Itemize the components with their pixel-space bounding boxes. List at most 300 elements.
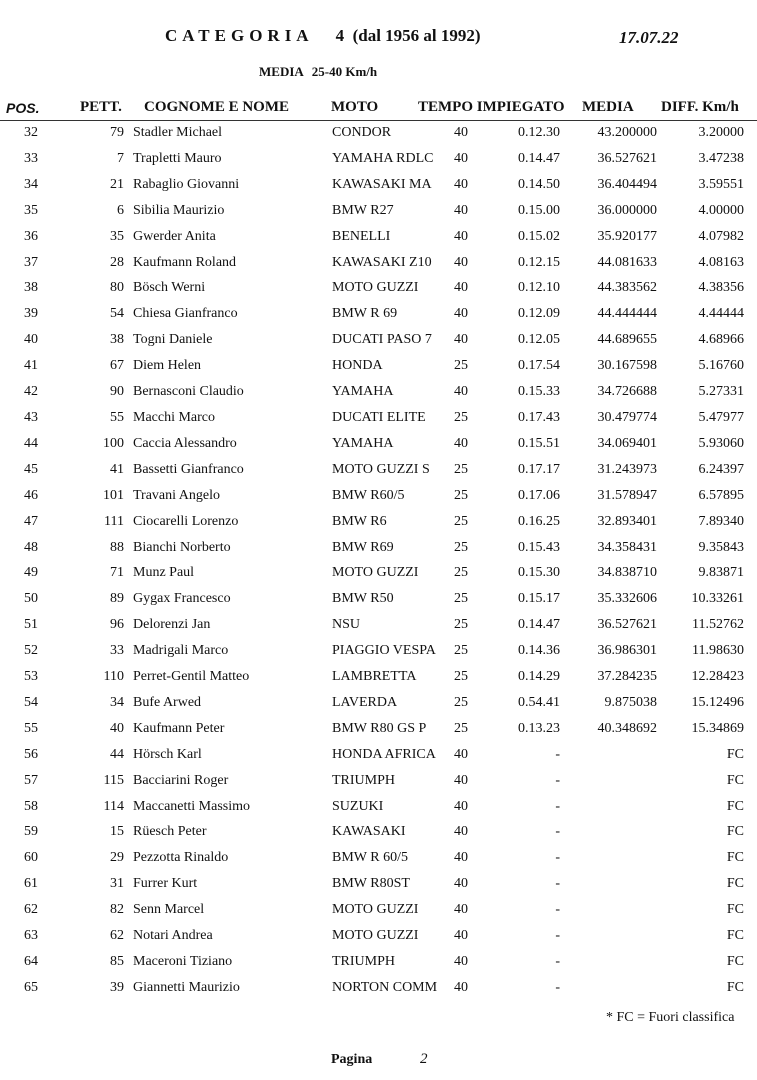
cell-moto: BMW R6: [332, 513, 387, 529]
media-range: [259, 64, 377, 80]
cell-pett: 100: [103, 435, 124, 451]
cell-media: 35.332606: [597, 591, 657, 607]
cell-diff: FC: [726, 850, 744, 866]
cell-diff: 5.16760: [698, 358, 744, 374]
event-date: 17.07.22: [619, 28, 679, 47]
cell-diff: 3.20000: [698, 125, 744, 140]
page-label: Pagina: [331, 1052, 373, 1067]
table-row: [0, 354, 757, 380]
cell-km: 40: [454, 876, 468, 892]
cell-time: -: [555, 746, 560, 762]
cell-media: 36.527621: [597, 617, 657, 633]
cell-moto: BMW R69: [332, 539, 394, 555]
cell-pett: 44: [110, 746, 124, 762]
cell-pett: 111: [104, 513, 124, 529]
cell-name: Bufe Arwed: [133, 694, 202, 710]
cell-pos: 44: [24, 435, 38, 451]
cell-time: 0.15.51: [518, 435, 560, 451]
cell-pos: 39: [24, 306, 38, 322]
cell-pett: 35: [110, 228, 124, 244]
cell-km: 40: [454, 125, 468, 140]
media-value: 25-40 Km/h: [311, 64, 378, 79]
cell-name: Ciocarelli Lorenzo: [133, 513, 239, 529]
cell-diff: 4.38356: [698, 280, 744, 296]
cell-pos: 34: [24, 176, 38, 192]
cell-media: 36.000000: [597, 202, 657, 218]
cell-pos: 41: [24, 358, 38, 374]
table-row: [0, 121, 757, 147]
table-row: [0, 225, 757, 251]
table-row: [0, 536, 757, 562]
category-word: CATEGORIA: [165, 26, 314, 45]
media-label: MEDIA: [259, 64, 304, 79]
cell-km: 25: [454, 487, 468, 503]
cell-moto: MOTO GUZZI S: [332, 461, 430, 477]
cell-pett: 85: [110, 954, 124, 969]
cell-pett: 110: [103, 669, 124, 685]
cell-name: Rüesch Peter: [133, 824, 207, 840]
cell-pos: 60: [24, 850, 38, 866]
cell-pett: 80: [110, 280, 124, 296]
cell-diff: 12.28423: [691, 669, 744, 685]
cell-name: Bianchi Norberto: [133, 539, 231, 555]
results-table: [0, 121, 757, 1002]
cell-km: 25: [454, 669, 468, 685]
header-moto: MOTO: [331, 99, 379, 115]
cell-diff: FC: [726, 746, 744, 762]
cell-diff: 11.98630: [692, 643, 744, 659]
cell-pos: 48: [24, 539, 38, 555]
cell-km: 40: [454, 954, 468, 969]
cell-km: 40: [454, 332, 468, 348]
cell-pos: 35: [24, 202, 38, 218]
cell-moto: KAWASAKI: [332, 824, 406, 840]
cell-diff: 9.35843: [698, 539, 744, 555]
cell-diff: 6.24397: [698, 461, 744, 477]
cell-time: -: [555, 979, 560, 995]
cell-name: Bernasconi Claudio: [133, 384, 244, 400]
cell-pett: 115: [103, 772, 124, 788]
table-row: [0, 924, 757, 950]
cell-media: 34.838710: [597, 565, 657, 581]
table-row: [0, 769, 757, 795]
cell-pos: 33: [24, 150, 38, 166]
cell-moto: MOTO GUZZI: [332, 565, 419, 581]
cell-moto: HONDA AFRICA: [332, 746, 436, 762]
cell-diff: FC: [726, 979, 744, 995]
cell-pos: 53: [24, 669, 38, 685]
cell-moto: CONDOR: [332, 125, 392, 140]
cell-km: 25: [454, 617, 468, 633]
cell-time: 0.15.00: [518, 202, 560, 218]
cell-pett: 67: [110, 358, 124, 374]
cell-time: -: [555, 928, 560, 944]
cell-name: Caccia Alessandro: [133, 435, 237, 451]
header-tempo: TEMPO IMPIEGATO: [418, 99, 565, 115]
cell-pett: 82: [110, 902, 124, 918]
cell-moto: HONDA: [332, 358, 383, 374]
cell-media: 36.404494: [597, 176, 657, 192]
cell-media: 43.200000: [597, 125, 657, 140]
cell-name: Bacciarini Roger: [133, 772, 229, 788]
cell-km: 40: [454, 902, 468, 918]
category-range: 4 (dal 1956 al 1992): [335, 26, 481, 45]
cell-pett: 7: [117, 150, 124, 166]
cell-diff: 11.52762: [692, 617, 744, 633]
cell-moto: BMW R80ST: [332, 876, 410, 892]
cell-time: 0.12.05: [518, 332, 560, 348]
table-row: [0, 199, 757, 225]
cell-moto: SUZUKI: [332, 798, 384, 814]
cell-media: 36.527621: [597, 150, 657, 166]
cell-diff: 4.08163: [698, 254, 744, 270]
cell-diff: FC: [726, 824, 744, 840]
cell-time: 0.15.02: [518, 228, 560, 244]
cell-moto: YAMAHA: [332, 435, 394, 451]
cell-pos: 52: [24, 643, 38, 659]
cell-km: 40: [454, 746, 468, 762]
cell-time: 0.54.41: [518, 694, 560, 710]
cell-km: 40: [454, 384, 468, 400]
cell-moto: MOTO GUZZI: [332, 928, 419, 944]
cell-name: Chiesa Gianfranco: [133, 306, 238, 322]
cell-pos: 49: [24, 565, 38, 581]
cell-name: Bösch Werni: [133, 280, 206, 296]
cell-diff: FC: [726, 876, 744, 892]
cell-pos: 57: [24, 772, 38, 788]
cell-moto: DUCATI PASO 7: [332, 332, 432, 348]
cell-time: 0.17.06: [518, 487, 560, 503]
cell-km: 25: [454, 565, 468, 581]
cell-moto: BMW R60/5: [332, 487, 405, 503]
cell-km: 25: [454, 720, 468, 736]
cell-moto: LAMBRETTA: [332, 669, 417, 685]
header-pos: POS.: [6, 100, 40, 116]
cell-time: 0.15.17: [518, 591, 560, 607]
cell-pett: 54: [110, 306, 124, 322]
cell-km: 40: [454, 928, 468, 944]
cell-name: Munz Paul: [133, 565, 195, 581]
cell-time: 0.12.30: [518, 125, 560, 140]
cell-diff: 9.83871: [698, 565, 744, 581]
cell-media: 30.167598: [597, 358, 657, 374]
cell-time: -: [555, 876, 560, 892]
cell-name: Maccanetti Massimo: [133, 798, 251, 814]
cell-pett: 21: [110, 176, 124, 192]
cell-time: -: [555, 850, 560, 866]
cell-pos: 65: [24, 979, 38, 995]
cell-time: -: [555, 824, 560, 840]
cell-pos: 59: [24, 824, 38, 840]
table-row: [0, 613, 757, 639]
cell-moto: MOTO GUZZI: [332, 902, 419, 918]
cell-media: 34.358431: [597, 539, 657, 555]
cell-diff: 3.47238: [698, 150, 744, 166]
table-row: [0, 639, 757, 665]
table-row: [0, 380, 757, 406]
cell-pos: 63: [24, 928, 38, 944]
cell-media: 32.893401: [597, 513, 657, 529]
cell-pos: 54: [24, 694, 38, 710]
cell-media: 35.920177: [597, 228, 657, 244]
cell-name: Gwerder Anita: [133, 228, 216, 244]
cell-name: Kaufmann Roland: [133, 254, 237, 270]
cell-name: Stadler Michael: [133, 125, 223, 140]
table-row: [0, 717, 757, 743]
cell-media: 9.875038: [604, 694, 657, 710]
cell-diff: 10.33261: [691, 591, 744, 607]
cell-time: 0.15.33: [518, 384, 560, 400]
cell-km: 25: [454, 358, 468, 374]
cell-km: 25: [454, 409, 468, 425]
table-row: [0, 510, 757, 536]
cell-km: 25: [454, 539, 468, 555]
cell-time: 0.12.09: [518, 306, 560, 322]
cell-diff: 15.12496: [691, 694, 744, 710]
cell-pos: 64: [24, 954, 38, 969]
cell-media: 34.069401: [597, 435, 657, 451]
cell-moto: BMW R 69: [332, 306, 398, 322]
cell-name: Maceroni Tiziano: [133, 954, 233, 969]
cell-pos: 51: [24, 617, 38, 633]
cell-diff: FC: [726, 902, 744, 918]
cell-time: 0.15.43: [518, 539, 560, 555]
cell-moto: BMW R50: [332, 591, 394, 607]
cell-diff: 5.93060: [698, 435, 744, 451]
cell-name: Travani Angelo: [133, 487, 220, 503]
header-media: MEDIA: [582, 99, 634, 115]
cell-moto: NSU: [332, 617, 361, 633]
table-row: [0, 251, 757, 277]
cell-moto: KAWASAKI MA: [332, 176, 432, 192]
cell-time: 0.14.50: [518, 176, 560, 192]
cell-time: 0.17.54: [518, 358, 560, 374]
cell-time: 0.17.43: [518, 409, 560, 425]
table-row: [0, 561, 757, 587]
cell-time: 0.17.17: [518, 461, 560, 477]
cell-km: 40: [454, 254, 468, 270]
table-row: [0, 950, 757, 976]
table-row: [0, 587, 757, 613]
cell-diff: 15.34869: [691, 720, 744, 736]
header-diff: DIFF. Km/h: [661, 99, 739, 115]
cell-pos: 40: [24, 332, 38, 348]
cell-name: Sibilia Maurizio: [133, 202, 225, 218]
cell-pett: 114: [103, 798, 124, 814]
cell-diff: FC: [726, 772, 744, 788]
cell-name: Perret-Gentil Matteo: [133, 669, 250, 685]
cell-name: Diem Helen: [133, 358, 202, 374]
cell-pos: 32: [24, 125, 38, 140]
cell-moto: MOTO GUZZI: [332, 280, 419, 296]
table-row: [0, 665, 757, 691]
cell-moto: BMW R27: [332, 202, 394, 218]
cell-moto: YAMAHA RDLC: [332, 150, 434, 166]
table-row: [0, 872, 757, 898]
cell-diff: FC: [726, 928, 744, 944]
cell-name: Bassetti Gianfranco: [133, 461, 244, 477]
header-name: COGNOME E NOME: [144, 99, 289, 115]
cell-time: 0.14.36: [518, 643, 560, 659]
cell-moto: PIAGGIO VESPA: [332, 643, 436, 659]
cell-pos: 55: [24, 720, 38, 736]
table-row: [0, 795, 757, 821]
cell-diff: 5.47977: [698, 409, 744, 425]
cell-time: 0.14.47: [518, 150, 560, 166]
table-row: [0, 432, 757, 458]
cell-name: Madrigali Marco: [133, 643, 229, 659]
cell-name: Rabaglio Giovanni: [133, 176, 240, 192]
cell-time: 0.13.23: [518, 720, 560, 736]
cell-media: 44.444444: [597, 306, 657, 322]
cell-km: 40: [454, 824, 468, 840]
cell-km: 40: [454, 202, 468, 218]
header-pett: PETT.: [80, 99, 122, 115]
cell-pett: 6: [117, 202, 124, 218]
cell-media: 34.726688: [597, 384, 657, 400]
cell-km: 25: [454, 643, 468, 659]
cell-moto: YAMAHA: [332, 384, 394, 400]
cell-pos: 62: [24, 902, 38, 918]
cell-media: 31.578947: [597, 487, 657, 503]
cell-pos: 58: [24, 798, 38, 814]
table-row: [0, 458, 757, 484]
cell-km: 40: [454, 979, 468, 995]
cell-name: Pezzotta Rinaldo: [133, 850, 229, 866]
cell-pett: 33: [110, 643, 124, 659]
cell-moto: BMW R80 GS P: [332, 720, 427, 736]
cell-name: Kaufmann Peter: [133, 720, 225, 736]
cell-diff: FC: [726, 954, 744, 969]
cell-pett: 15: [110, 824, 124, 840]
cell-km: 40: [454, 280, 468, 296]
cell-pett: 31: [110, 876, 124, 892]
cell-time: 0.12.10: [518, 280, 560, 296]
cell-name: Furrer Kurt: [133, 876, 198, 892]
cell-media: 44.689655: [597, 332, 657, 348]
cell-pett: 90: [110, 384, 124, 400]
cell-time: -: [555, 902, 560, 918]
cell-pos: 47: [24, 513, 38, 529]
cell-km: 40: [454, 306, 468, 322]
cell-time: 0.16.25: [518, 513, 560, 529]
cell-pos: 43: [24, 409, 38, 425]
cell-name: Notari Andrea: [133, 928, 213, 944]
cell-diff: 4.44444: [698, 306, 744, 322]
cell-name: Trapletti Mauro: [133, 150, 222, 166]
cell-moto: KAWASAKI Z10: [332, 254, 432, 270]
cell-moto: TRIUMPH: [332, 954, 396, 969]
cell-km: 40: [454, 850, 468, 866]
document-title: [165, 26, 481, 46]
cell-media: 44.383562: [597, 280, 657, 296]
table-row: [0, 276, 757, 302]
table-row: [0, 846, 757, 872]
cell-name: Macchi Marco: [133, 409, 216, 425]
cell-media: 31.243973: [597, 461, 657, 477]
cell-time: -: [555, 798, 560, 814]
cell-time: -: [555, 954, 560, 969]
cell-km: 40: [454, 772, 468, 788]
cell-moto: DUCATI ELITE: [332, 409, 426, 425]
table-row: [0, 302, 757, 328]
cell-pett: 41: [110, 461, 124, 477]
cell-km: 40: [454, 798, 468, 814]
cell-name: Hörsch Karl: [133, 746, 202, 762]
cell-pos: 61: [24, 876, 38, 892]
cell-pett: 29: [110, 850, 124, 866]
cell-diff: 4.00000: [698, 202, 744, 218]
cell-pett: 101: [103, 487, 124, 503]
cell-pett: 39: [110, 979, 124, 995]
cell-km: 25: [454, 513, 468, 529]
table-row: [0, 484, 757, 510]
cell-pos: 45: [24, 461, 38, 477]
table-row: [0, 976, 757, 1002]
cell-pett: 28: [110, 254, 124, 270]
table-row: [0, 328, 757, 354]
table-row: [0, 147, 757, 173]
cell-name: Togni Daniele: [133, 332, 213, 348]
cell-name: Delorenzi Jan: [133, 617, 211, 633]
cell-media: 30.479774: [597, 409, 657, 425]
cell-time: 0.12.15: [518, 254, 560, 270]
cell-diff: 7.89340: [698, 513, 744, 529]
cell-diff: 6.57895: [698, 487, 744, 503]
cell-km: 25: [454, 461, 468, 477]
cell-media: 37.284235: [597, 669, 657, 685]
footnote: * FC = Fuori classifica: [606, 1010, 735, 1025]
cell-time: 0.14.47: [518, 617, 560, 633]
table-row: [0, 743, 757, 769]
cell-moto: TRIUMPH: [332, 772, 396, 788]
cell-time: 0.15.30: [518, 565, 560, 581]
cell-pos: 46: [24, 487, 38, 503]
cell-time: 0.14.29: [518, 669, 560, 685]
cell-moto: BENELLI: [332, 228, 391, 244]
cell-name: Giannetti Maurizio: [133, 979, 240, 995]
cell-pos: 36: [24, 228, 38, 244]
cell-pos: 50: [24, 591, 38, 607]
cell-pos: 38: [24, 280, 38, 296]
cell-media: 44.081633: [597, 254, 657, 270]
cell-media: 36.986301: [597, 643, 657, 659]
cell-name: Gygax Francesco: [133, 591, 231, 607]
cell-km: 25: [454, 591, 468, 607]
cell-km: 40: [454, 435, 468, 451]
cell-pos: 37: [24, 254, 38, 270]
table-row: [0, 898, 757, 924]
table-row: [0, 691, 757, 717]
cell-diff: 4.68966: [698, 332, 744, 348]
cell-km: 40: [454, 176, 468, 192]
cell-pett: 96: [110, 617, 124, 633]
cell-time: -: [555, 772, 560, 788]
cell-pett: 38: [110, 332, 124, 348]
cell-km: 40: [454, 228, 468, 244]
cell-moto: NORTON COMM: [332, 979, 438, 995]
cell-media: 40.348692: [597, 720, 657, 736]
cell-diff: FC: [726, 798, 744, 814]
cell-pett: 40: [110, 720, 124, 736]
cell-name: Senn Marcel: [133, 902, 205, 918]
cell-diff: 4.07982: [698, 228, 744, 244]
cell-pett: 89: [110, 591, 124, 607]
table-row: [0, 406, 757, 432]
cell-km: 25: [454, 694, 468, 710]
cell-moto: BMW R 60/5: [332, 850, 408, 866]
cell-pos: 42: [24, 384, 38, 400]
